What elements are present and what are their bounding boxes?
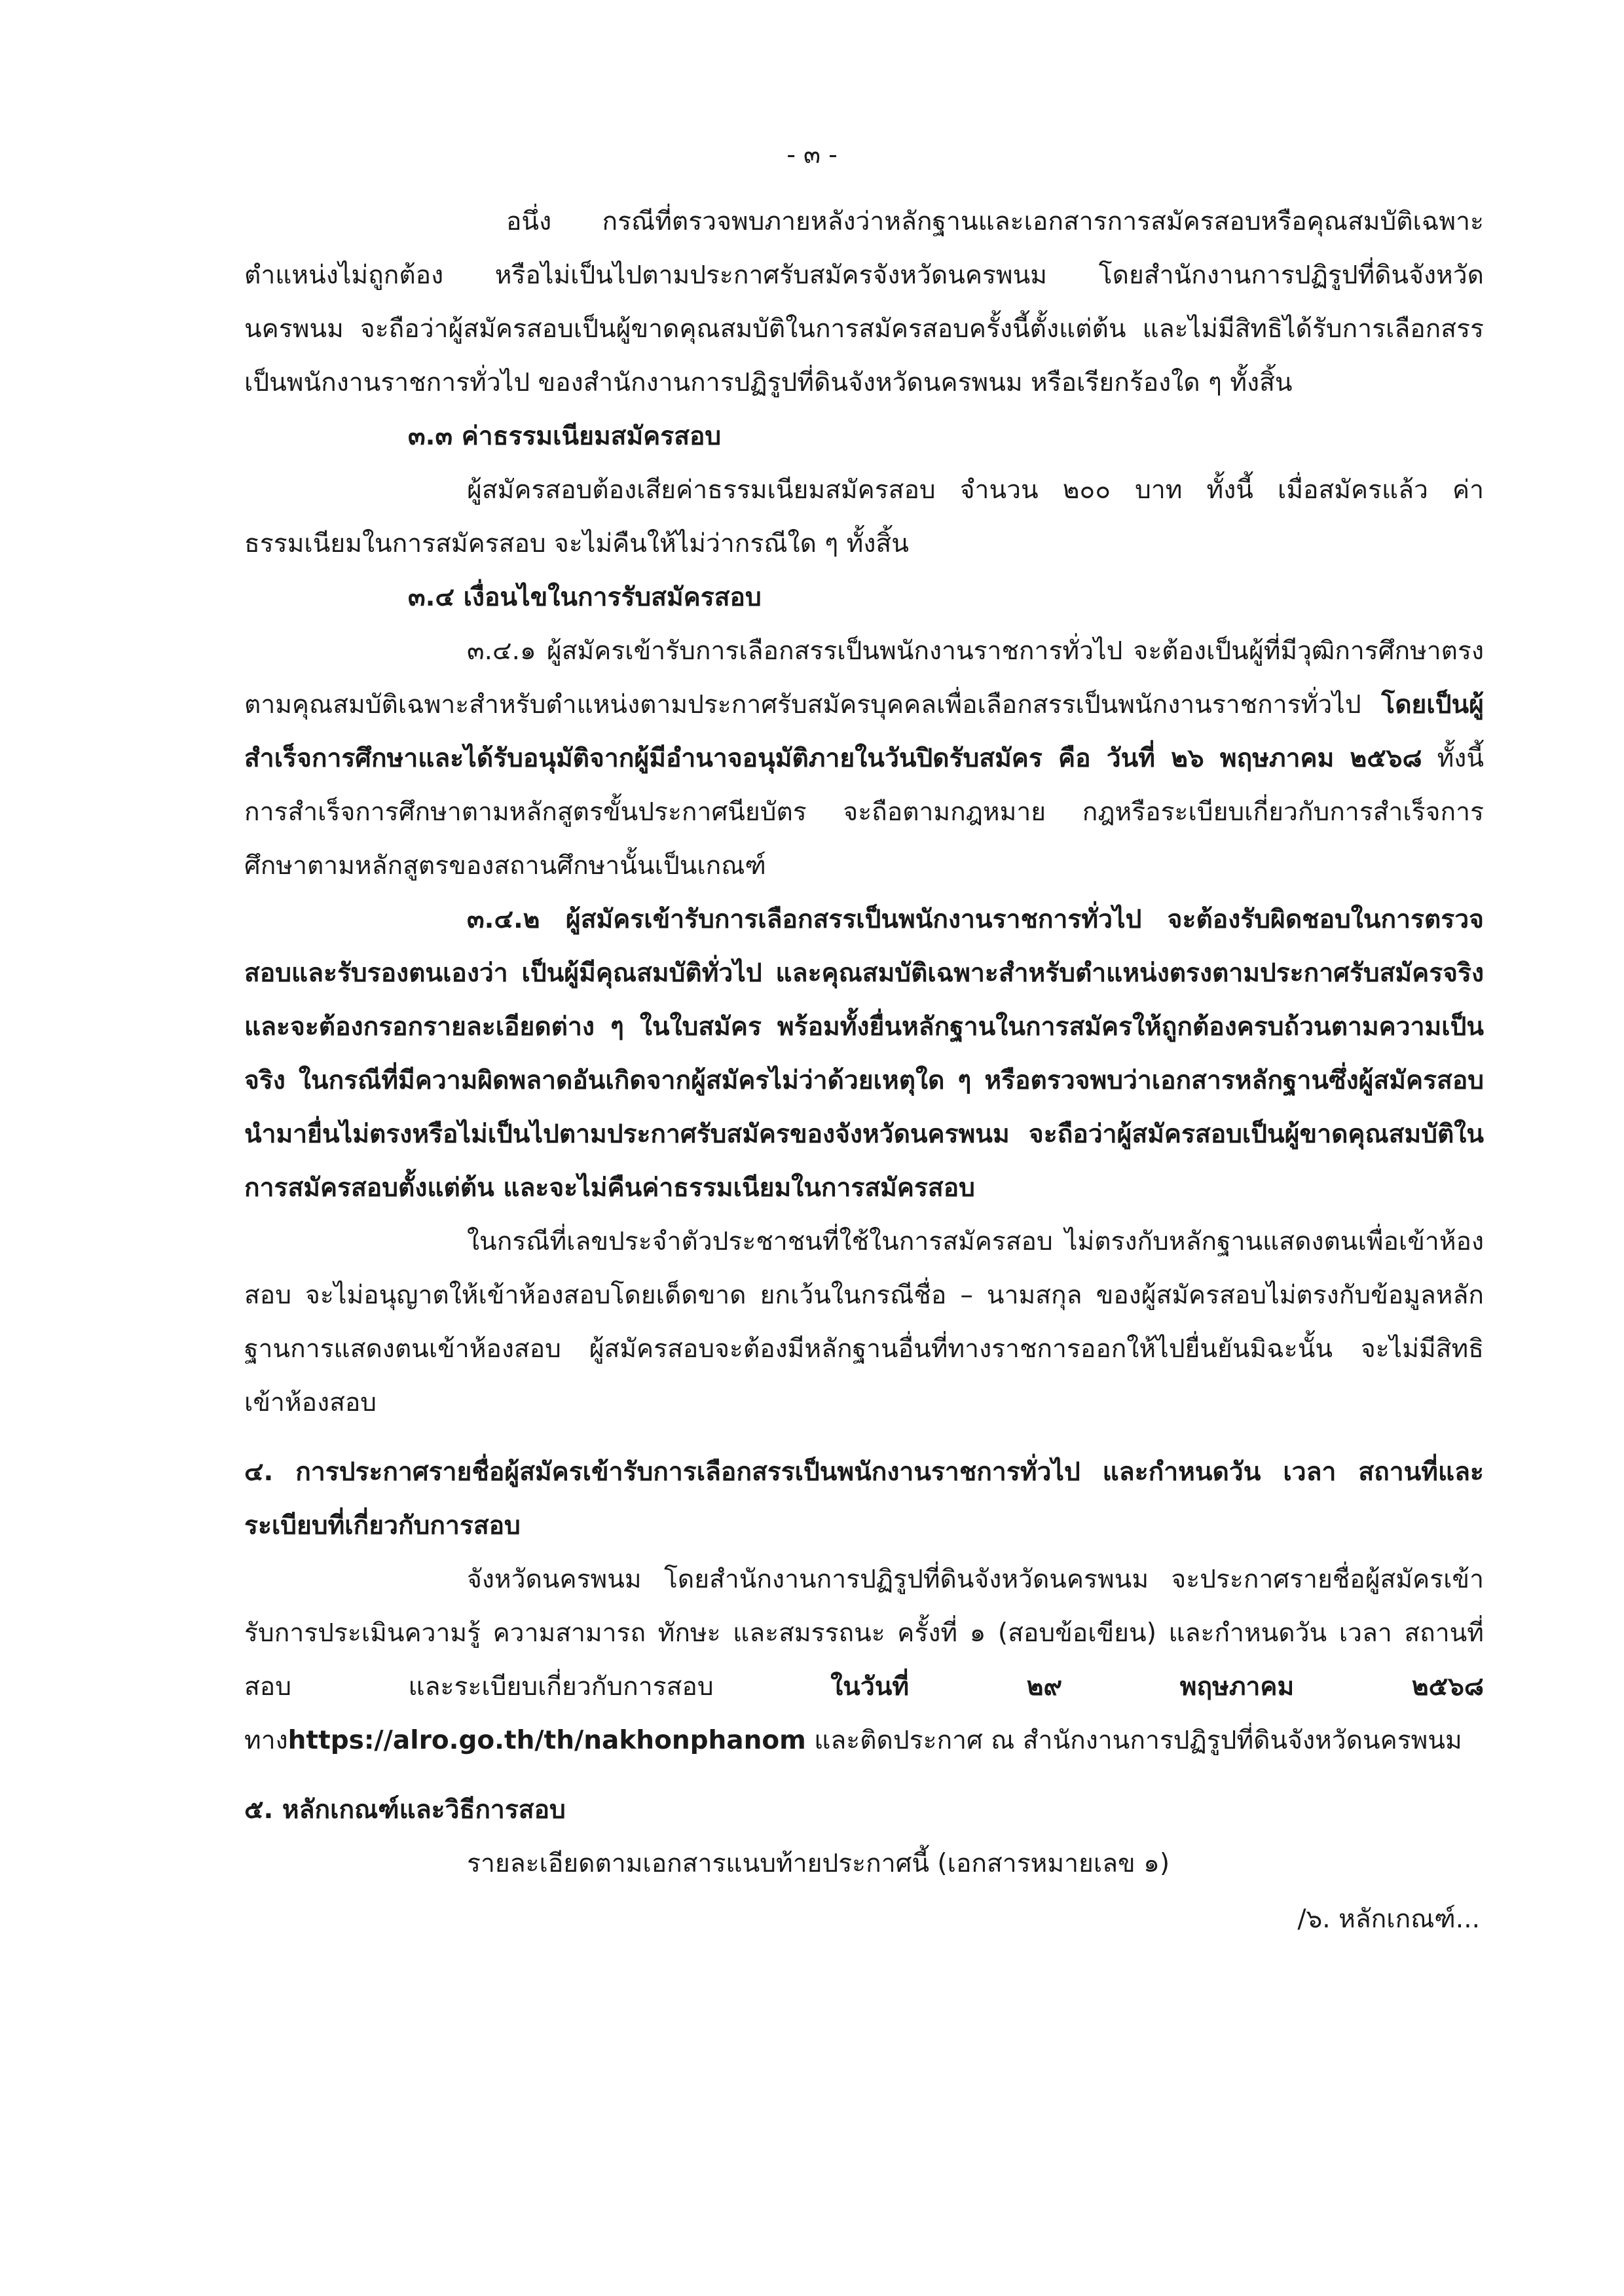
- page-number: - ๓ -: [786, 140, 838, 169]
- section-4-text-b: ทาง: [244, 1726, 288, 1755]
- section-3-4-1-paragraph: [244, 625, 1484, 893]
- intro-paragraph: อนึ่ง กรณีที่ตรวจพบภายหลังว่าหลักฐานและเอกสารการสมัครสอบหรือคุณสมบัติเฉพาะตำแหน่งไม่ถูกต้อง หรือไม่เป็นไปตามประกาศรับสมัครจังหวัดนครพนม โดยสำนักงานการปฏิรูปที่ดินจังหวัดนครพนม จะถือว่าผู้สมัครสอบเป็นผู้ขาดคุณสมบัติในการสมัครสอบครั้งนี้ตั้งแต่ต้น และไม่มีสิทธิได้รับการเลือกสรรเป็นพนักงานราชการทั่วไป ของสำนักงานการปฏิรูปที่ดินจังหวัดนครพนม หรือเรียกร้องใด ๆ ทั้งสิ้น: [244, 207, 1484, 397]
- id-note-paragraph: ในกรณีที่เลขประจำตัวประชาชนที่ใช้ในการสมัครสอบ ไม่ตรงกับหลักฐานแสดงตนเพื่อเข้าห้องสอบ จะไม่อนุญาตให้เข้าห้องสอบโดยเด็ดขาด ยกเว้นในกรณีชื่อ – นามสกุล ของผู้สมัครสอบไม่ตรงกับข้อมูลหลักฐานการแสดงตนเข้าห้องสอบ ผู้สมัครสอบจะต้องมีหลักฐานอื่นที่ทางราชการออกให้ไปยื่นยันมิฉะนั้น จะไม่มีสิทธิเข้าห้องสอบ: [244, 1227, 1484, 1417]
- section-4-paragraph: [244, 1553, 1484, 1768]
- section-4-url: https://alro.go.th/th/nakhonphanom: [287, 1726, 806, 1755]
- section-4-text-c: และติดประกาศ ณ สำนักงานการปฏิรูปที่ดินจังหวัดนครพนม: [805, 1726, 1462, 1755]
- section-3-4-2-paragraph: ๓.๔.๒ ผู้สมัครเข้ารับการเลือกสรรเป็นพนักงานราชการทั่วไป จะต้องรับผิดชอบในการตรวจสอบและรับรองตนเองว่า เป็นผู้มีคุณสมบัติทั่วไป และคุณสมบัติเฉพาะสำหรับตำแหน่งตรงตามประกาศรับสมัครจริง และจะต้องกรอกรายละเอียดต่าง ๆ ในใบสมัคร พร้อมทั้งยื่นหลักฐานในการสมัครให้ถูกต้องครบถ้วนตามความเป็นจริง ในกรณีที่มีความผิดพลาดอันเกิดจากผู้สมัครไม่ว่าด้วยเหตุใด ๆ หรือตรวจพบว่าเอกสารหลักฐานซึ่งผู้สมัครสอบนำมายื่นไม่ตรงหรือไม่เป็นไปตามประกาศรับสมัครของจังหวัดนครพนม จะถือว่าผู้สมัครสอบเป็นผู้ขาดคุณสมบัติในการสมัครสอบตั้งแต่ต้น และจะไม่คืนค่าธรรมเนียมในการสมัครสอบ: [244, 905, 1484, 1203]
- continuation-marker: /๖. หลักเกณฑ์...: [1297, 1904, 1480, 1934]
- section-4-date: ในวันที่ ๒๙ พฤษภาคม ๒๕๖๘: [830, 1672, 1484, 1702]
- section-5-heading: ๕. หลักเกณฑ์และวิธีการสอบ: [244, 1795, 566, 1825]
- section-3-4-1-bold-text: โดยเป็นผู้สำเร็จการศึกษาและได้รับอนุมัติจากผู้มีอำนาจอนุมัติภายในวันปิดรับสมัคร คือ วันที่ ๒๖ พฤษภาคม ๒๕๖๘: [244, 690, 1484, 773]
- section-3-4-heading: ๓.๔ เงื่อนไขในการรับสมัครสอบ: [408, 583, 762, 612]
- section-4-text-a: จังหวัดนครพนม โดยสำนักงานการปฏิรูปที่ดินจังหวัดนครพนม จะประกาศรายชื่อผู้สมัครเข้ารับการประเมินความรู้ ความสามารถ ทักษะ และสมรรถนะ ครั้งที่ ๑ (สอบข้อเขียน) และกำหนดวัน เวลา สถานที่สอบ และระเบียบเกี่ยวกับการสอบ: [244, 1565, 1484, 1702]
- section-3-4-1-text-a: ๓.๔.๑ ผู้สมัครเข้ารับการเลือกสรรเป็นพนักงานราชการทั่วไป จะต้องเป็นผู้ที่มีวุฒิการศึกษาตรงตามคุณสมบัติเฉพาะสำหรับตำแหน่งตามประกาศรับสมัครบุคคลเพื่อเลือกสรรเป็นพนักงานราชการทั่วไป: [244, 636, 1484, 720]
- section-5-paragraph: รายละเอียดตามเอกสารแนบท้ายประกาศนี้ (เอกสารหมายเลข ๑): [467, 1849, 1170, 1878]
- section-3-3-heading: ๓.๓ ค่าธรรมเนียมสมัครสอบ: [408, 422, 722, 451]
- section-4-heading: ๔. การประกาศรายชื่อผู้สมัครเข้ารับการเลือกสรรเป็นพนักงานราชการทั่วไป และกำหนดวัน เวลา สถานที่และระเบียบที่เกี่ยวกับการสอบ: [244, 1457, 1484, 1540]
- document-body: [244, 195, 1484, 1891]
- section-3-3-paragraph: ผู้สมัครสอบต้องเสียค่าธรรมเนียมสมัครสอบ จำนวน ๒๐๐ บาท ทั้งนี้ เมื่อสมัครแล้ว ค่าธรรมเนียมในการสมัครสอบ จะไม่คืนให้ไม่ว่ากรณีใด ๆ ทั้งสิ้น: [244, 475, 1484, 558]
- section-3-4-1-text-b: ทั้งนี้ การสำเร็จการศึกษาตามหลักสูตรขั้นประกาศนียบัตร จะถือตามกฎหมาย กฎหรือระเบียบเกี่ยวกับการสำเร็จการศึกษาตามหลักสูตรของสถานศึกษานั้นเป็นเกณฑ์: [244, 744, 1485, 881]
